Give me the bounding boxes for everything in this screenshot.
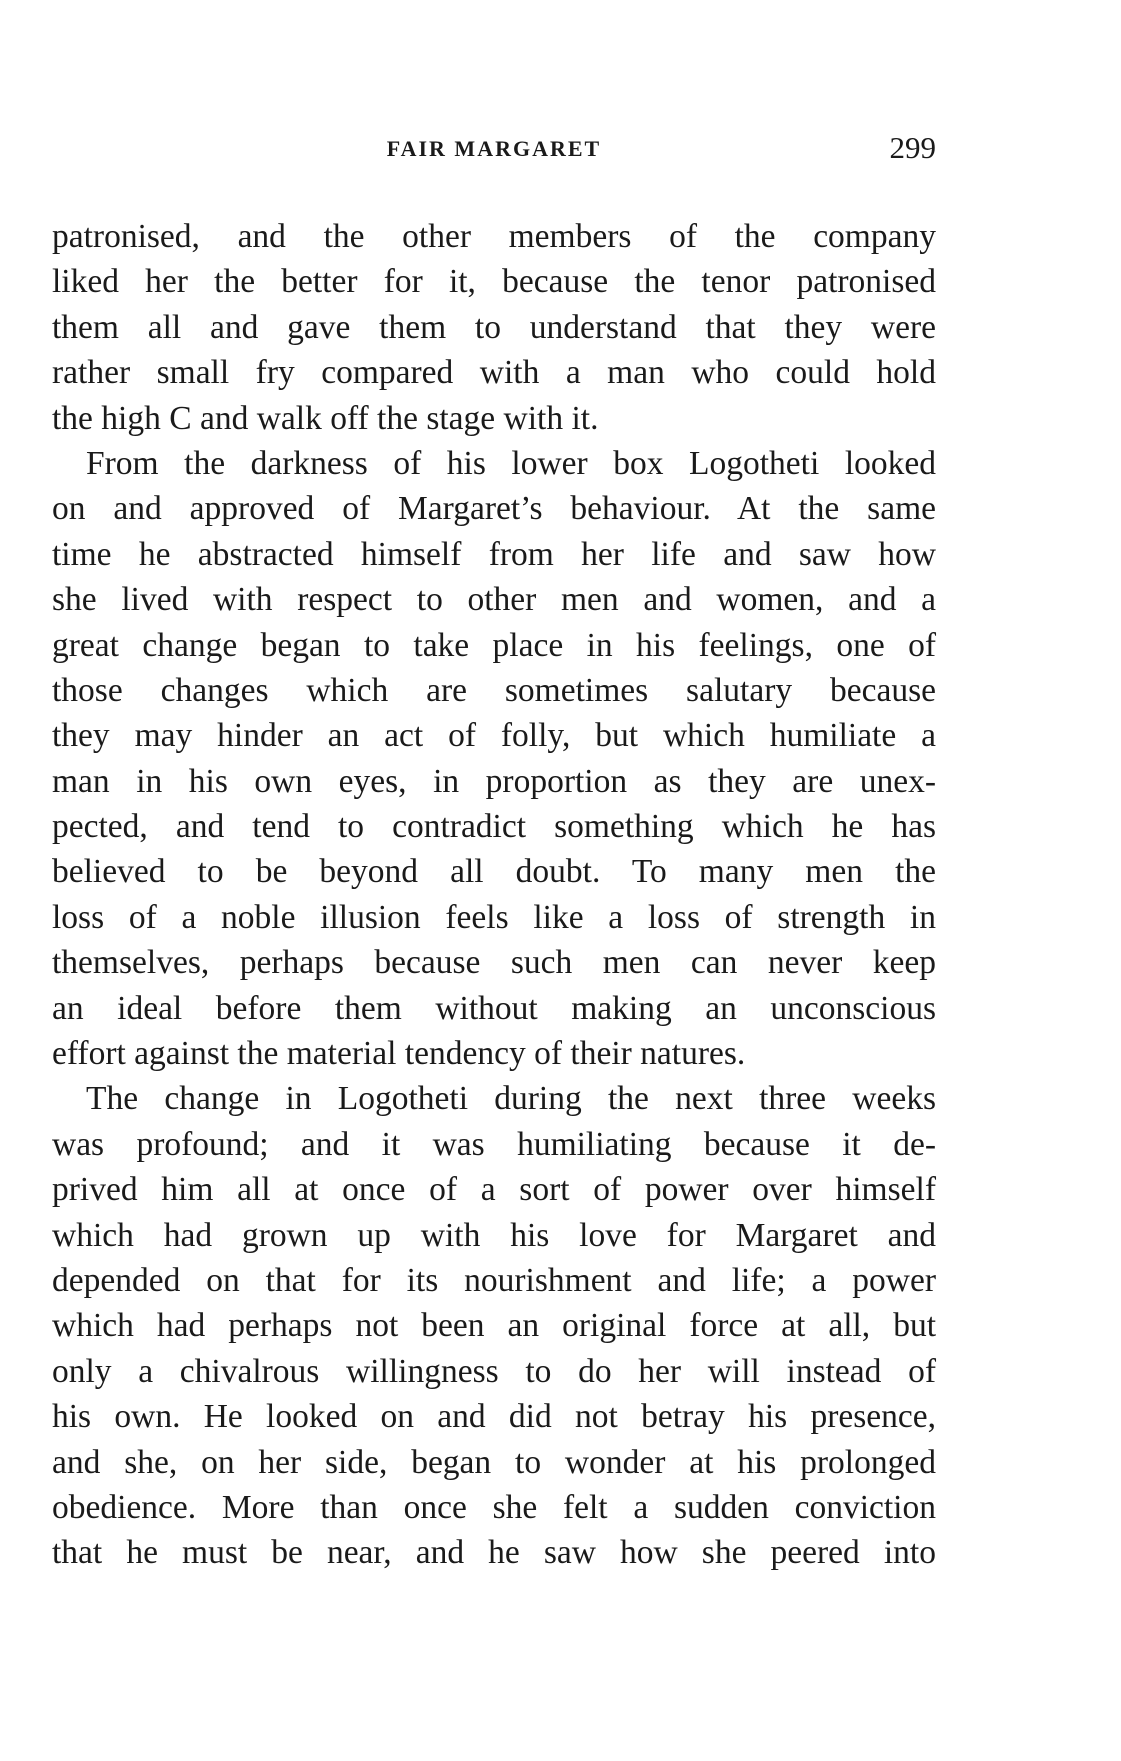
running-title: FAIR MARGARET <box>386 136 602 161</box>
text-line: depended on that for its nourishment and life; a power <box>52 1261 936 1299</box>
text-line: on and approved of Margaret’s behaviour. At the same <box>52 490 936 528</box>
text-line: great change began to take place in his feelings, one of <box>52 626 936 664</box>
body-text <box>52 214 936 1576</box>
text-line: which had grown up with his love for Margaret and <box>52 1216 936 1254</box>
text-line: his own. He looked on and did not betray his presence, <box>52 1398 936 1436</box>
text-line: effort against the material tendency of their natures. <box>52 1035 746 1073</box>
text-line: man in his own eyes, in proportion as they are unex- <box>52 762 936 800</box>
text-line: themselves, perhaps because such men can never keep <box>52 944 936 982</box>
text-line: rather small fry compared with a man who could hold <box>52 354 936 392</box>
text-line: the high C and walk off the stage with it. <box>52 399 599 437</box>
text-line: time he abstracted himself from her life and saw how <box>52 535 936 573</box>
text-line: loss of a noble illusion feels like a loss of strength in <box>52 898 936 936</box>
text-line: that he must be near, and he saw how she peered into <box>52 1534 936 1572</box>
text-line: obedience. More than once she felt a sudden conviction <box>52 1488 936 1526</box>
text-line: only a chivalrous willingness to do her will instead of <box>52 1352 936 1390</box>
running-head <box>52 130 936 170</box>
paragraph <box>52 441 936 1076</box>
text-line: those changes which are sometimes salutary because <box>52 671 936 709</box>
paragraph <box>52 1076 936 1575</box>
text-line: was profound; and it was humiliating because it de- <box>52 1125 936 1163</box>
text-line: patronised, and the other members of the company <box>52 218 936 255</box>
text-line: which had perhaps not been an original force at all, but <box>52 1307 936 1345</box>
text-line: them all and gave them to understand that they were <box>52 308 936 346</box>
text-line: believed to be beyond all doubt. To many men the <box>52 853 936 891</box>
text-line: pected, and tend to contradict something which he has <box>52 808 936 846</box>
text-line: they may hinder an act of folly, but which humiliate a <box>52 717 936 755</box>
paragraph <box>52 214 936 441</box>
text-line: prived him all at once of a sort of power over himself <box>52 1171 936 1209</box>
page-number: 299 <box>889 130 936 165</box>
text-line: an ideal before them without making an unconscious <box>52 989 936 1027</box>
text-line: she lived with respect to other men and women, and a <box>52 581 936 619</box>
text-line: and she, on her side, began to wonder at his prolonged <box>52 1443 936 1481</box>
text-line: From the darkness of his lower box Logotheti looked <box>86 444 936 482</box>
text-line: The change in Logotheti during the next three weeks <box>86 1080 936 1118</box>
text-line: liked her the better for it, because the tenor patronised <box>52 263 936 301</box>
